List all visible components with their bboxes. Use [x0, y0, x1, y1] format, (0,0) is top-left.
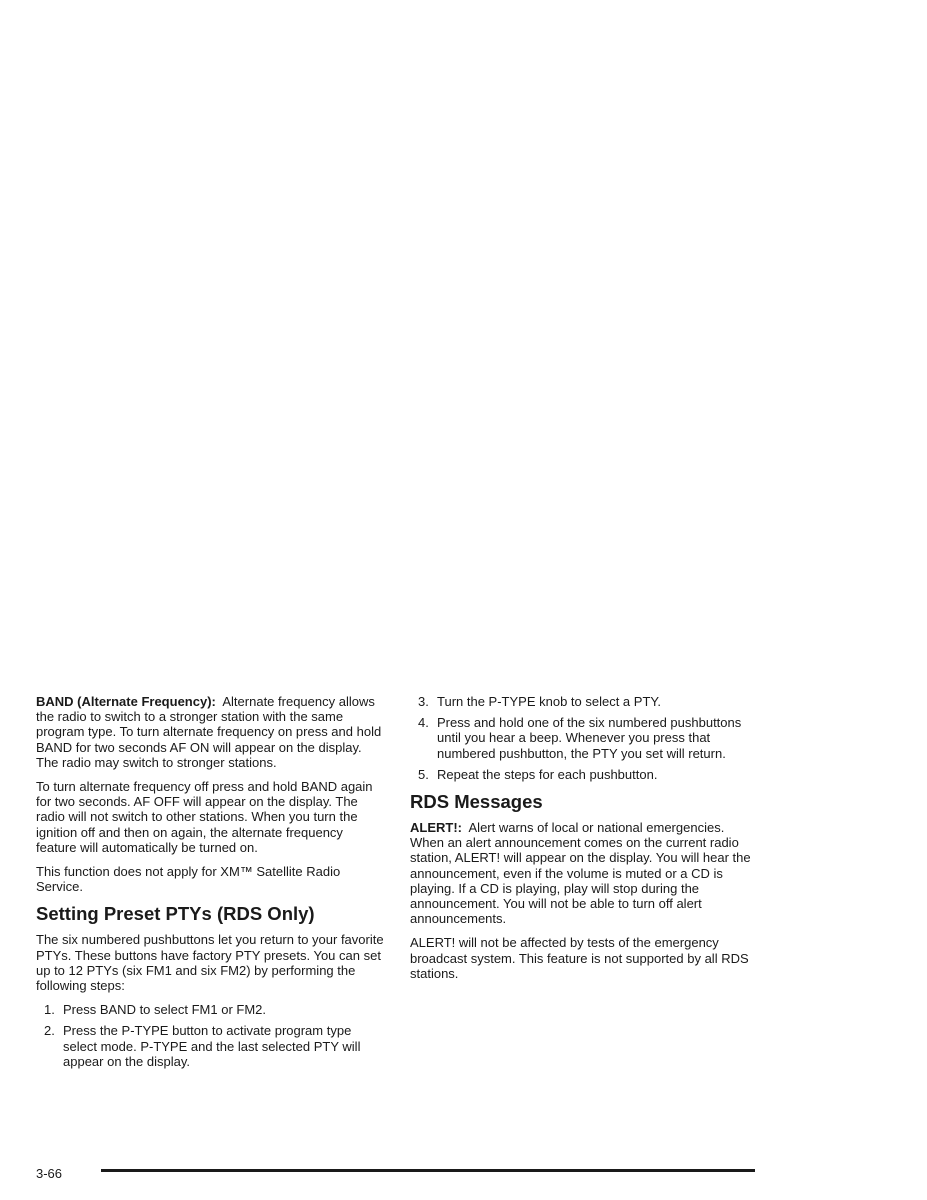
step-item: [410, 715, 760, 761]
preset-steps-left: [36, 1002, 386, 1069]
step-text: Repeat the steps for each pushbutton.: [437, 766, 658, 782]
step-text: Press BAND to select FM1 or FM2.: [63, 1002, 266, 1018]
preset-intro: The six numbered pushbuttons let you return to your favorite PTYs. These buttons have factory PTY presets. You can set up to 12 PTYs (six FM1 and six FM2) by performing the following steps:: [36, 932, 384, 994]
page-number: 3-66: [36, 1166, 63, 1181]
step-item: [410, 767, 760, 782]
alert-paragraph: [410, 820, 760, 926]
rds-heading: RDS Messages: [410, 791, 543, 813]
xm-paragraph: This function does not apply for XM™ Satellite Radio Service.: [36, 864, 341, 895]
af-off-paragraph: To turn alternate frequency off press and hold BAND again for two seconds. AF OFF will appear on the display. The radio will not switch to other stations. When you turn the ignition off and then on again, the alternate frequency feature will automatically be turned on.: [36, 779, 373, 855]
step-text: Turn the P-TYPE knob to select a PTY.: [437, 694, 661, 709]
preset-steps-right: [410, 694, 760, 782]
step-number: 3.: [418, 694, 429, 709]
step-item: [410, 694, 760, 709]
band-lead: BAND (Alternate Frequency):: [36, 694, 216, 709]
band-text: Alternate frequency allows the radio to switch to a stronger station with the same program type. To turn alternate frequency on press and hold BAND for two seconds AF ON will appear on the display. The radio may switch to stronger stations.: [36, 694, 382, 770]
right-column: [410, 694, 760, 990]
footer-rule: [101, 1169, 755, 1172]
step-item: [36, 1023, 386, 1069]
step-item: [36, 1002, 386, 1017]
alert-test-paragraph: ALERT! will not be affected by tests of the emergency broadcast system. This feature is not supported by all RDS stations.: [410, 935, 749, 981]
left-column: [36, 694, 386, 1075]
step-number: 4.: [418, 715, 429, 731]
step-number: 1.: [44, 1002, 55, 1018]
step-number: 5.: [418, 766, 429, 782]
alert-text: Alert warns of local or national emergencies. When an alert announcement comes on the current radio station, ALERT! will appear on the display. You will hear the announcement, even if the volume is muted or a CD is playing. If a CD is playing, play will stop during the announcement. You will not be able to turn off alert announcements.: [410, 820, 751, 927]
band-paragraph: [36, 694, 386, 770]
preset-heading: Setting Preset PTYs (RDS Only): [36, 903, 315, 925]
step-number: 2.: [44, 1023, 55, 1039]
alert-lead: ALERT!:: [410, 820, 462, 836]
step-text: Press the P-TYPE button to activate program type select mode. P-TYPE and the last selected PTY will appear on the display.: [63, 1023, 361, 1069]
step-text: Press and hold one of the six numbered pushbuttons until you hear a beep. Whenever you press that numbered pushbutton, the PTY you set will return.: [437, 715, 742, 761]
